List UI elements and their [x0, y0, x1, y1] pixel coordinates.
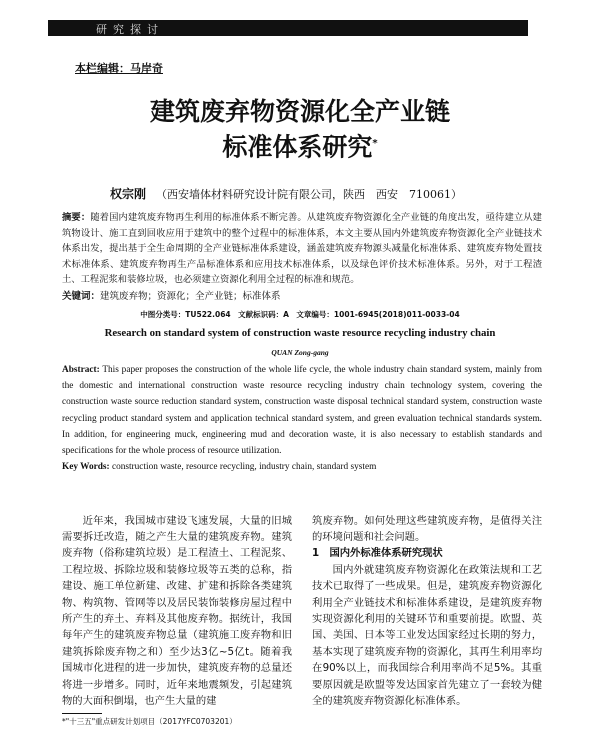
keywords-en-label: Key Words: — [62, 461, 110, 472]
abstract-en-label: Abstract: — [62, 364, 100, 375]
keywords-en-text: construction waste, resource recycling, industry chain, standard system — [111, 461, 377, 472]
body-paragraph: 近年来，我国城市建设飞速发展，大量的旧城需要拆迁改造，随之产生大量的建筑废弃物。建筑废弃物（俗称建筑垃圾）是工程渣土、工程泥浆、工程垃圾、拆除垃圾和装修垃圾等五类的总称，指建设、施工单位新建、改建、扩建和拆除各类建筑物、构筑物、管网等以及居民装饰装修房屋过程中所产生的弃土、弃料及其他废弃物。据统计，我国每年产生的建筑废弃物总量（建筑施工废弃物和旧建筑拆除废弃物之和）至少达3亿~5亿t。随着我国城市化进程的进一步加快，建筑废弃物的总量还将进一步增多。同时，近年来地震频发，引起建筑物的大面积倒塌，也产生大量的建 — [62, 514, 292, 708]
classification-line: 中图分类号：TU522.064 文献标识码：A 文章编号：1001-6945(2018)011-0033-04 — [140, 309, 460, 319]
body-column-left — [62, 513, 292, 728]
abstract-en-text: This paper proposes the construction of the whole life cycle, the whole industry chain standard system, mainly from the domestic and international construction waste resource recycling industry chain technology system, covering the construction waste source reduction standard system, construction waste disposal technical standard system, construction waste recycling product standard system and application technical standard system, and green evaluation technical standards system. In addition, for engineering muck, engineering mud and decoration waste, it is also necessary to establish standards and specifications for the whole process of resource utilization. — [62, 364, 542, 457]
page-title — [0, 96, 600, 163]
keywords-cn — [62, 289, 542, 304]
title-footnote-mark: * — [372, 138, 378, 149]
english-author: QUAN Zong-gang — [271, 347, 329, 357]
section-heading: 1 国内外标准体系研究现状 — [312, 547, 443, 560]
footnote: *"十三五"重点研发计划项目（2017YFC0703201） — [62, 717, 237, 727]
keywords-en — [62, 460, 542, 475]
author-affiliation: （西安墙体材料研究设计院有限公司，陕西 西安 710061） — [156, 188, 463, 202]
english-title: Research on standard system of construction waste resource recycling industry chain — [104, 326, 496, 339]
abstract-cn — [62, 210, 542, 288]
abstract-en — [62, 362, 542, 460]
keywords-cn-text: 建筑废弃物；资源化；全产业链；标准体系 — [100, 290, 281, 302]
body-paragraph: 筑废弃物。如何处理这些建筑废弃物，是值得关注的环境问题和社会问题。 — [312, 514, 542, 544]
section-label: 研究探讨 — [96, 23, 164, 36]
keywords-cn-label: 关键词： — [62, 290, 101, 302]
body-paragraph: 国内外就建筑废弃物资源化在政策法规和工艺技术已取得了一些成果。但是，建筑废弃物资源化利用全产业链技术和标准体系建设，是建筑废弃物实现资源化利用的关键环节和重要前提。欧盟、英国、美国、日本等工业发达国家经过长期的努力，基本实现了建筑废弃物的资源化，其再生利用率均在90%以上，而我国综合利用率尚不足5%。其重要原因就是欧盟等发达国家首先建立了一套较为健全的建筑废弃物资源化标准体系。 — [312, 563, 542, 708]
author-line — [110, 185, 600, 202]
author-name: 权宗刚 — [110, 187, 147, 202]
footnote-rule — [62, 713, 102, 714]
column-editor: 本栏编辑：马岸奇 — [75, 62, 163, 75]
body-column-right — [312, 513, 542, 710]
title-line-1: 建筑废弃物资源化全产业链 — [149, 97, 450, 126]
abstract-cn-text: 随着国内建筑废弃物再生利用的标准体系不断完善。从建筑废弃物资源化全产业链的角度出发，亟待建立从建筑物设计、施工直到回收应用于建筑中的整个过程中的标准体系，本文主要从国内外建筑废弃物资源化全产业链技术体系出发，提出基于全生命周期的全产业链标准体系建设，涵盖建筑废弃物源头减量化标准体系、建筑废弃物处置技术标准体系、建筑废弃物再生产品标准体系和应用技术标准体系，以及绿色评价技术标准体系。另外，对于工程渣土、工程泥浆和装修垃圾，也必须建立资源化利用全过程的标准和规范。 — [62, 212, 542, 286]
section-banner — [48, 20, 528, 36]
title-line-2: 标准体系研究 — [222, 132, 373, 162]
abstract-cn-label: 摘要： — [62, 212, 91, 224]
body-columns — [62, 513, 542, 728]
